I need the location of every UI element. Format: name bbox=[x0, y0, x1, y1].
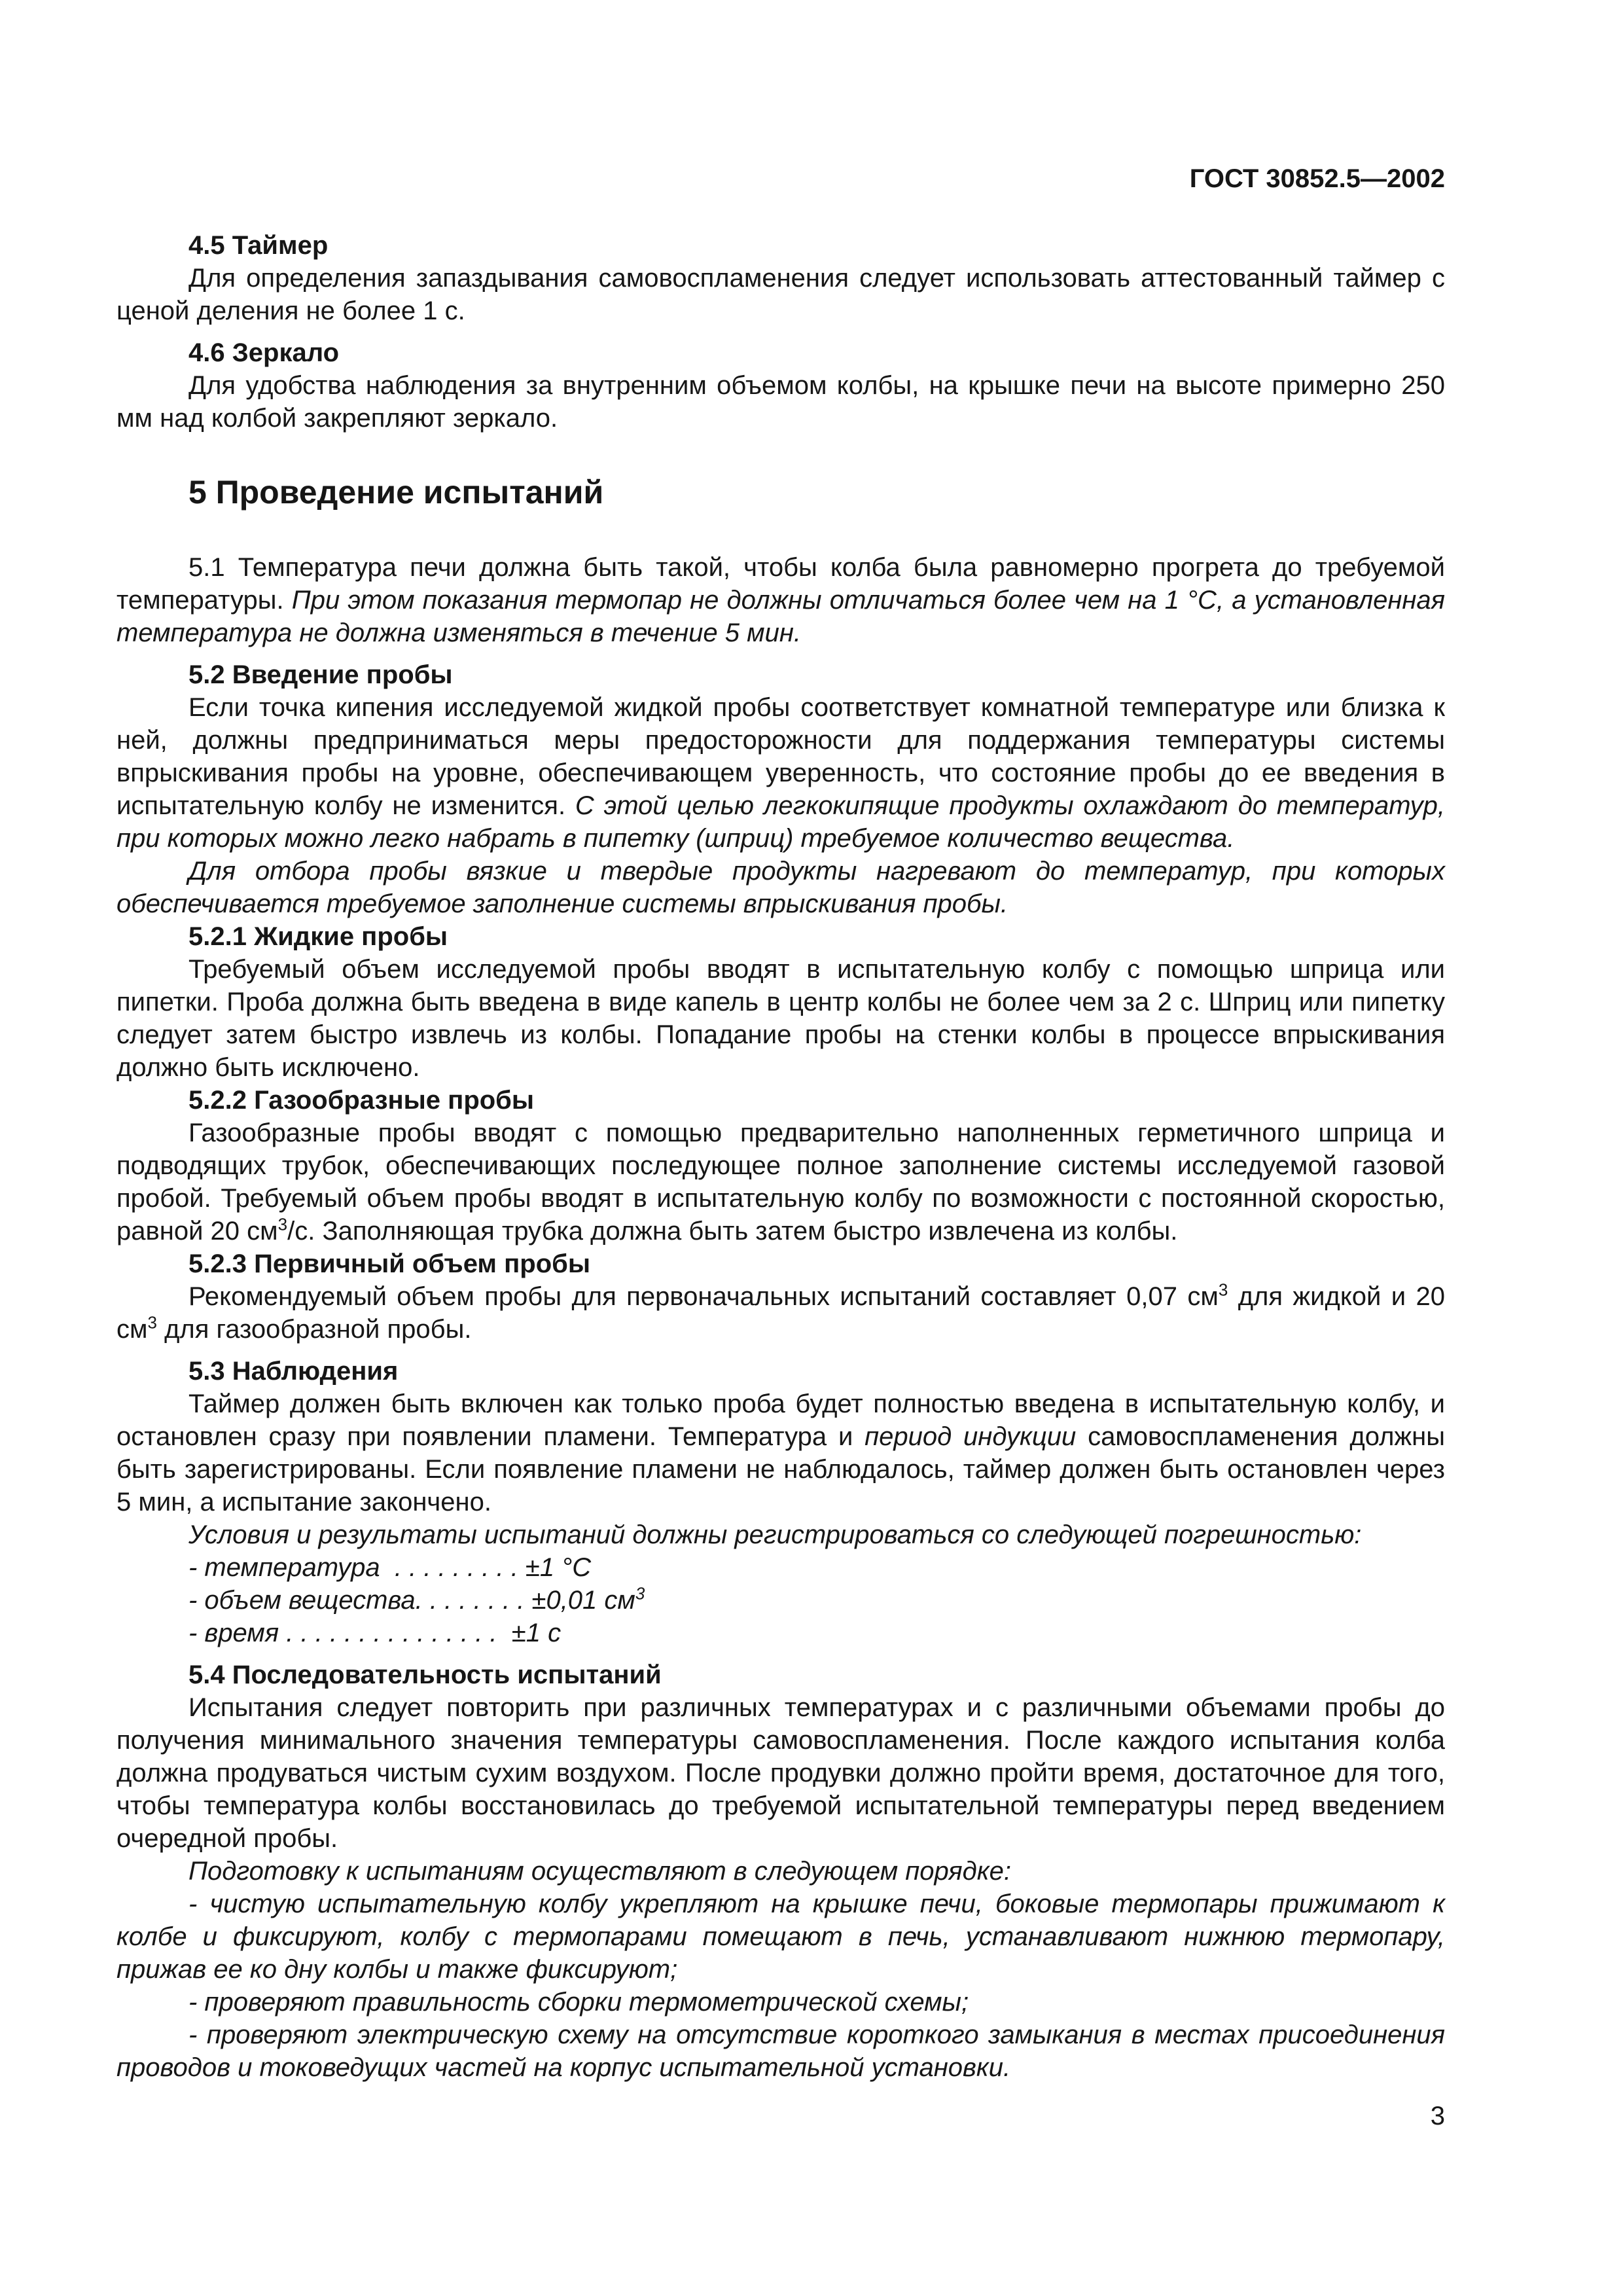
section-4-5-title: 4.5 Таймер bbox=[188, 231, 329, 260]
document-body bbox=[116, 229, 1445, 2084]
section-5-3-paragraph-1 bbox=[116, 1388, 1445, 1518]
section-5-2-p1-regular: Если точка кипения исследуемой жидкой пробы соответствует комнатной температуре или близка к ней, должны предприниматься меры предосторожности для поддержания температуры системы впрыскивания пробы на уровне, обеспечивающем уверенность, что состояние пробы до ее введения в испытательную колбу не изменится. bbox=[116, 693, 1445, 820]
section-5-2-2-title: 5.2.2 Газообразные пробы bbox=[188, 1086, 535, 1115]
section-5-3-p1-b: самовоспламенения должны быть зарегистрированы. Если появление пламени не наблюдалось, таймер должен быть остановлен через 5 мин, а испытание закончено. bbox=[116, 1422, 1446, 1516]
section-5-2-2-text bbox=[116, 1117, 1445, 1247]
superscript: 3 bbox=[277, 1214, 288, 1234]
section-5-4-paragraph-2: Подготовку к испытаниям осуществляют в следующем порядке: bbox=[188, 1857, 1012, 1886]
section-5-1-text bbox=[116, 551, 1445, 649]
section-5-4-paragraph-5: - проверяют электрическую схему на отсутствие короткого замыкания в местах присоединения проводов и токоведущих частей на корпус испытательной установки. bbox=[116, 2020, 1445, 2082]
page-number: 3 bbox=[1430, 2102, 1445, 2130]
section-5-2-3-text bbox=[116, 1280, 1445, 1346]
section-5-2-paragraph-2: Для отбора пробы вязкие и твердые продукты нагревают до температур, при которых обеспечивается требуемое заполнение системы впрыскивания пробы. bbox=[116, 857, 1445, 918]
superscript: 3 bbox=[635, 1583, 645, 1604]
section-5-1-regular: 5.1 Температура печи должна быть такой, чтобы колба была равномерно прогрета до требуемой температуры. bbox=[116, 553, 1445, 615]
section-5-2-paragraph-1 bbox=[116, 691, 1445, 855]
section-5-2-3-text-b: для жидкой и 20 см bbox=[116, 1282, 1445, 1344]
section-4-6-text: Для удобства наблюдения за внутренним объемом колбы, на крышке печи на высоте примерно 250 мм над колбой закрепляют зеркало. bbox=[116, 371, 1445, 433]
section-5-4-paragraph-3: - чистую испытательную колбу укрепляют на крышке печи, боковые термопары прижимают к колбе и фиксируют, колбу с термопарами помещают в печь, устанавливают нижнюю термопару, прижав ее ко дну колбы и также фиксируют; bbox=[116, 1890, 1445, 1984]
section-5-3-p1-a: Таймер должен быть включен как только проба будет полностью введена в испытательную колбу, и остановлен сразу при появлении пламени. Температура и bbox=[116, 1390, 1445, 1451]
tolerance-volume bbox=[188, 1584, 1445, 1617]
section-5-2-3-text-c: для газообразной пробы. bbox=[156, 1315, 472, 1344]
section-5-2-1-text: Требуемый объем исследуемой пробы вводят в испытательную колбу с помощью шприца или пипетки. Проба должна быть введена в виде капель в центр колбы не более чем за 2 с. Шприц или пипетку следует затем быстро извлечь из колбы. Попадание пробы на стенки колбы в процессе впрыскивания должно быть исключено. bbox=[116, 955, 1445, 1082]
superscript: 3 bbox=[1218, 1280, 1228, 1300]
section-5-2-3-text-a: Рекомендуемый объем пробы для первоначальных испытаний составляет 0,07 см bbox=[188, 1282, 1219, 1311]
section-5-2-title: 5.2 Введение пробы bbox=[188, 660, 453, 689]
section-4-6-title: 4.6 Зеркало bbox=[188, 338, 340, 367]
section-5-2-3-title: 5.2.3 Первичный объем пробы bbox=[188, 1249, 591, 1278]
superscript: 3 bbox=[147, 1312, 157, 1333]
document-code-header: ГОСТ 30852.5—2002 bbox=[1189, 164, 1445, 193]
section-5-2-2-text-b: /с. Заполняющая трубка должна быть затем быстро извлечена из колбы. bbox=[287, 1217, 1178, 1246]
section-5-2-1-title: 5.2.1 Жидкие пробы bbox=[188, 922, 448, 951]
tolerance-temperature: - температура . . . . . . . . . ±1 °С bbox=[188, 1553, 592, 1582]
tolerance-time: - время . . . . . . . . . . . . . . . ±1 с bbox=[188, 1619, 562, 1647]
section-5-3-paragraph-2: Условия и результаты испытаний должны регистрироваться со следующей погрешностью: bbox=[188, 1520, 1362, 1549]
tolerance-volume-text: - объем вещества. . . . . . . . ±0,01 см bbox=[188, 1586, 635, 1615]
section-5-3-title: 5.3 Наблюдения bbox=[188, 1357, 399, 1386]
section-5-3-p1-italic: период индукции bbox=[865, 1422, 1077, 1451]
section-5-4-paragraph-1: Испытания следует повторить при различных температурах и с различными объемами пробы до получения минимального значения температуры самовоспламенения. После каждого испытания колба должна продуваться чистым сухим воздухом. После продувки должно пройти время, достаточное для того, чтобы температура колбы восстановилась до требуемой испытательной температуры перед введением очередной пробы. bbox=[116, 1693, 1445, 1853]
section-5-1-italic: При этом показания термопар не должны отличаться более чем на 1 °С, а установленная температура не должна изменяться в течение 5 мин. bbox=[116, 586, 1445, 647]
section-5-4-title: 5.4 Последовательность испытаний bbox=[188, 1660, 662, 1689]
section-5-4-paragraph-4: - проверяют правильность сборки термометрической схемы; bbox=[188, 1988, 969, 2017]
section-5-2-2-text-a: Газообразные пробы вводят с помощью предварительно наполненных герметичного шприца и подводящих трубок, обеспечивающих последующее полное заполнение системы исследуемой газовой пробой. Требуемый объем пробы вводят в испытательную колбу по возможности с постоянной скоростью, равной 20 см bbox=[116, 1119, 1445, 1246]
section-4-5-text: Для определения запаздывания самовоспламенения следует использовать аттестованный таймер с ценой деления не более 1 с. bbox=[116, 264, 1445, 325]
section-5-2-p1-italic: С этой целью легкокипящие продукты охлаждают до температур, при которых можно легко набрать в пипетку (шприц) требуемое количество вещества. bbox=[116, 791, 1445, 853]
section-5-title: 5 Проведение испытаний bbox=[188, 474, 604, 511]
